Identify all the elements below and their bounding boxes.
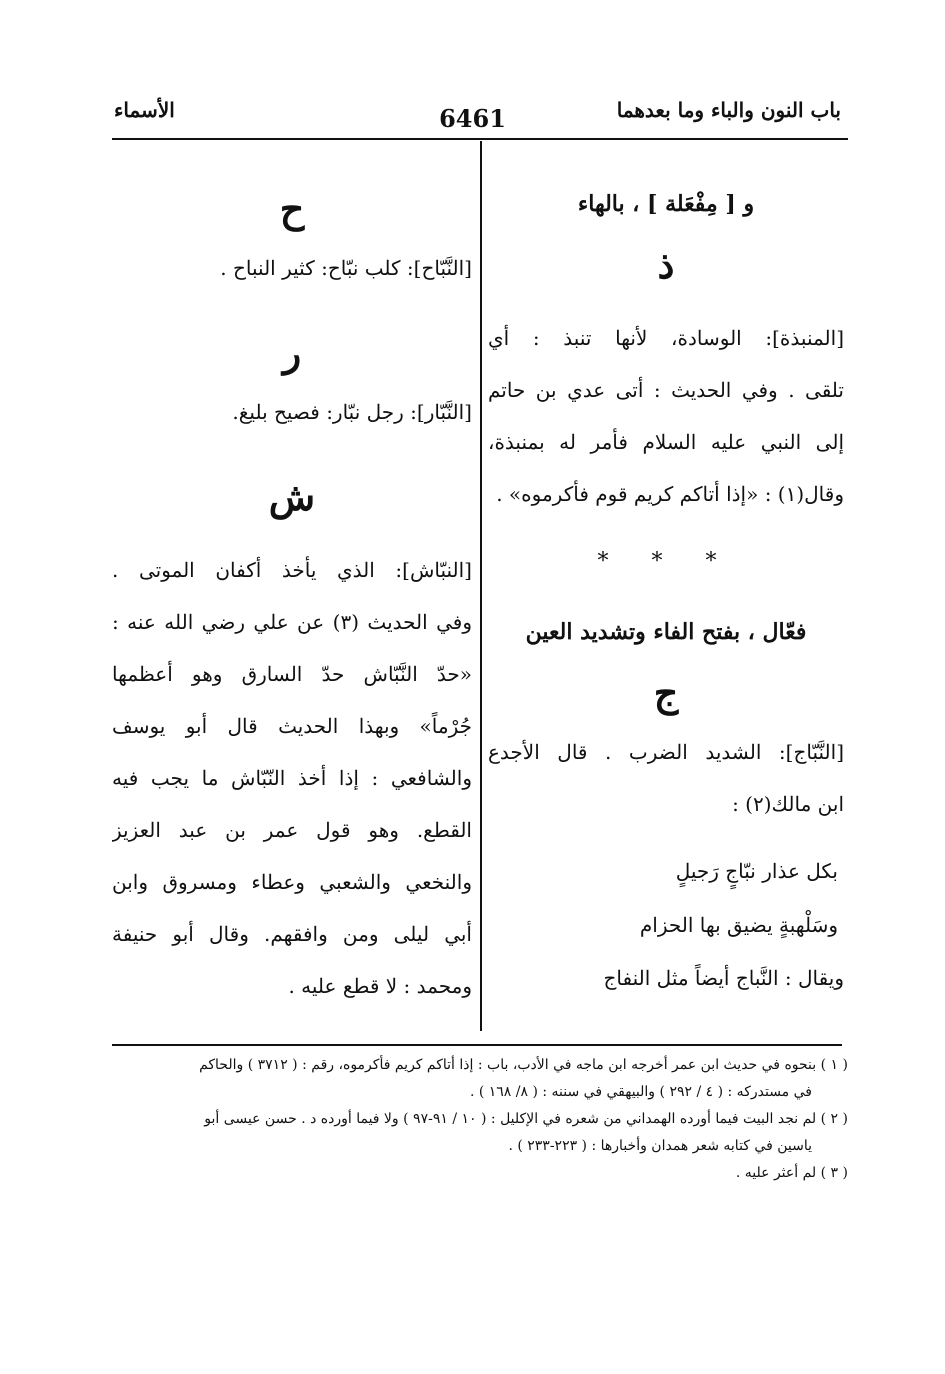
running-header-section: الأسماء [114,98,175,122]
footnotes [112,1052,848,1187]
entry-nabbah: [النَّبّاح]: كلب نبّاح: كثير النباح . [220,256,472,280]
running-header-chapter: باب النون والباء وما بعدهما [616,98,841,122]
verse-hemistich: بكل عذار نبّاجٍ رَجيلٍ [675,859,838,883]
entry-line: [النَّبّاج]: الشديد الضرب . قال الأجدع [488,740,844,764]
letter-heading-ra: ر [282,330,302,375]
column-divider [480,141,482,1031]
footnote-1-continued: في مستدركه : ( ٤ / ٢٩٢ ) والبيهقي في سننه : ( ٨/ ١٦٨ ) . [469,1084,812,1100]
entry-minbadha [488,312,844,520]
header-rule [112,138,848,140]
letter-heading-shin: ش [268,474,316,519]
footnote-3: ( ٣ ) لم أعثر عليه . [735,1165,848,1181]
entry-line: والنخعي والشعبي وعطاء ومسروق وابن [112,870,472,894]
entry-line: [النبّاش]: الذي يأخذ أكفان الموتى . [112,558,472,582]
entry-line: وفي الحديث (٣) عن علي رضي الله عنه : [112,610,472,634]
entry-nabbar: [النَّبّار]: رجل نبّار: فصيح بليغ. [232,400,472,424]
entry-line: وقال(١) : «إذا أتاكم كريم قوم فأكرموه» . [496,482,844,506]
footnote-rule [112,1044,842,1046]
entry-line: إلى النبي عليه السلام فأمر له بمنبذة، [488,430,844,454]
entry-line: أبي ليلى ومن وافقهم. وقال أبو حنيفة [112,922,472,946]
entry-line: «حدّ النَّبّاش حدّ السارق وهو أعظمها [112,662,472,686]
right-column [488,176,844,1004]
letter-heading-ha: ح [279,186,305,231]
entry-line: والشافعي : إذا أخذ النّبّاش ما يجب فيه [112,766,472,790]
letter-heading-dhal: ذ [657,242,675,287]
entry-line: [المنبذة]: الوسادة، لأنها تنبذ : أي [488,326,844,350]
page-number: 6461 [439,104,506,133]
poem-verse [488,844,844,952]
footnote-2: ( ٢ ) لم نجد البيت فيما أورده الهمداني من شعره في الإكليل : ( ١٠ / ٩١-٩٧ ) ولا فيما أورده د . حسن عيسى أبو [204,1111,848,1127]
entry-line: القطع. وهو قول عمر بن عبد العزيز [112,818,472,842]
entry-nabbash [112,544,472,1012]
entry-line: تلقى . وفي الحديث : أتى عدي بن حاتم [488,378,844,402]
letter-heading-jim: ج [653,670,679,715]
left-column [112,176,472,1012]
footnote-1: ( ١ ) بنحوه في حديث ابن عمر أخرجه ابن ماجه في الأدب، باب : إذا أتاكم كريم فأكرموه، رقم : ( ٣٧١٢ ) والحاكم [199,1057,848,1073]
entry-nabbaj [488,726,844,830]
section-separator: * * * [597,549,735,574]
entry-line: ومحمد : لا قطع عليه . [288,974,472,998]
entry-line: ابن مالك(٢) : [732,792,844,816]
verse-hemistich: وسَلْهبةٍ يضيق بها الحزام [639,913,838,937]
footnote-2-continued: ياسين في كتابه شعر همدان وأخبارها : ( ٢٢٣-٢٣٣ ) . [508,1138,812,1154]
entry-line: جُرْماً» وبهذا الحديث قال أبو يوسف [112,714,472,738]
section-title-faal: فعّال ، بفتح الفاء وتشديد العين [525,619,807,645]
section-title-mifala: و [ مِفْعَلة ] ، بالهاء [577,191,755,217]
entry-line: ويقال : النَّباج أيضاً مثل النفاج [603,966,844,990]
